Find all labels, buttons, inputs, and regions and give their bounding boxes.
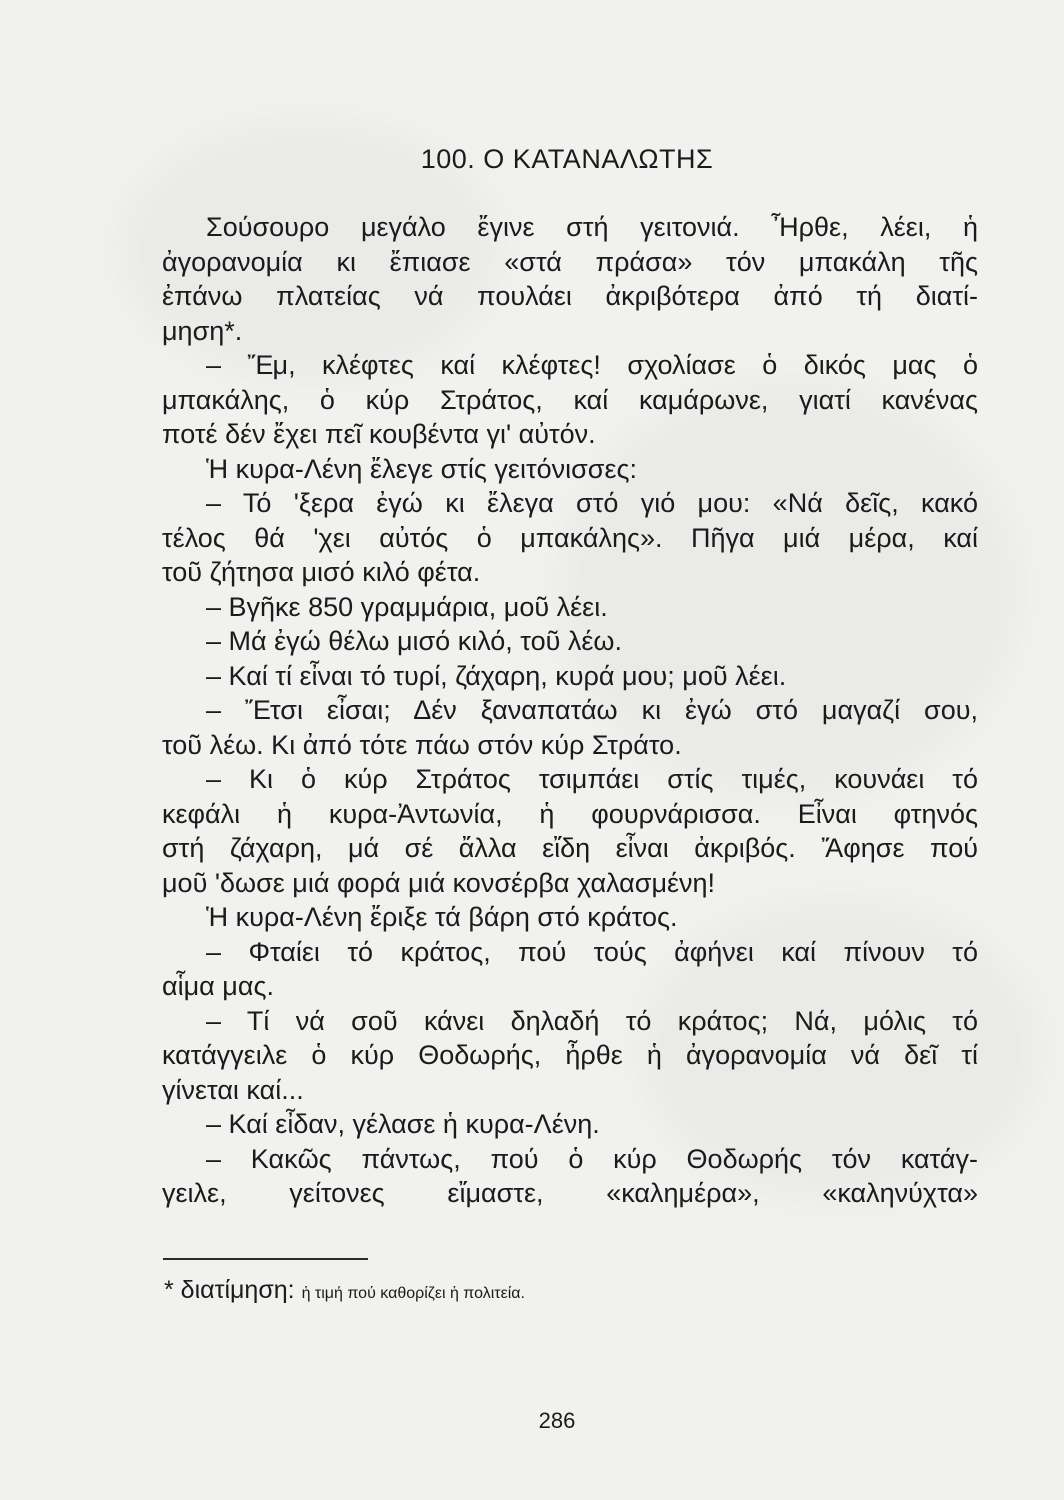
text-line: – Καί εἶδαν, γέλασε ἡ κυρα-Λένη.: [206, 1109, 600, 1139]
text-line: – Φταίει τό κράτος, πού τούς ἀφήνει καί πίνουν τό: [206, 936, 978, 967]
text-line: τέλος θά 'χει αὐτός ὁ μπακάλης». Πῆγα μιά μέρα, καί: [162, 522, 978, 553]
text-line: Σούσουρο μεγάλο ἔγινε στή γειτονιά. Ἦρθε, λέει, ἡ: [206, 212, 978, 242]
text-line: Ἡ κυρα-Λένη ἔριξε τά βάρη στό κράτος.: [206, 902, 678, 932]
chapter-title: 100. Ο ΚΑΤΑΝΑΛΩΤΗΣ: [420, 144, 714, 174]
text-line: – Βγῆκε 850 γραμμάρια, μοῦ λέει.: [206, 591, 608, 622]
page-number: 286: [538, 1408, 576, 1433]
text-line: μοῦ 'δωσε μιά φορά μιά κονσέρβα χαλασμένη!: [162, 867, 716, 898]
footnote-divider: [163, 1258, 368, 1260]
text-line: γίνεται καί...: [162, 1074, 304, 1105]
text-line: τοῦ λέω. Κι ἀπό τότε πάω στόν κύρ Στράτο.: [162, 729, 682, 760]
text-line: γειλε, γείτονες εἴμαστε, «καλημέρα», «καληνύχτα»: [162, 1178, 978, 1208]
text-line: – Κακῶς πάντως, πού ὁ κύρ Θοδωρής τόν κατάγ-: [206, 1143, 978, 1174]
footnote: [164, 1276, 525, 1305]
text-line: – Καί τί εἶναι τό τυρί, ζάχαρη, κυρά μου; μοῦ λέει.: [206, 660, 787, 691]
text-line: Ἡ κυρα-Λένη ἔλεγε στίς γειτόνισσες:: [206, 453, 637, 484]
text-line: μπακάλης, ὁ κύρ Στράτος, καί καμάρωνε, γιατί κανένας: [162, 384, 978, 415]
text-line: κατάγγειλε ὁ κύρ Θοδωρής, ἦρθε ἡ ἀγορανομία νά δεῖ τί: [162, 1040, 978, 1070]
text-line: – Ἔμ, κλέφτες καί κλέφτες! σχολίασε ὁ δικός μας ὁ: [206, 350, 978, 380]
text-line: ποτέ δέν ἔχει πεῖ κουβέντα γι' αὐτόν.: [162, 419, 596, 449]
text-line: ἀγορανομία κι ἔπιασε «στά πράσα» τόν μπακάλη τῆς: [162, 246, 978, 277]
footnote-definition: ἡ τιμή πού καθορίζει ἡ πολιτεία.: [301, 1285, 525, 1302]
text-line: – Τό 'ξερα ἐγώ κι ἔλεγα στό γιό μου: «Νά δεῖς, κακό: [206, 488, 978, 518]
text-line: – Τί νά σοῦ κάνει δηλαδή τό κράτος; Νά, μόλις τό: [206, 1005, 978, 1036]
text-line: – Ἔτσι εἶσαι; Δέν ξαναπατάω κι ἐγώ στό μαγαζί σου,: [206, 695, 978, 725]
text-line: – Κι ὁ κύρ Στράτος τσιμπάει στίς τιμές, κουνάει τό: [206, 764, 978, 794]
text-line: αἷμα μας.: [162, 971, 274, 1001]
footnote-term: * διατίμηση:: [164, 1276, 295, 1304]
story-text: [162, 210, 978, 1211]
text-line: – Μά ἐγώ θέλω μισό κιλό, τοῦ λέω.: [206, 626, 622, 656]
text-line: ἐπάνω πλατείας νά πουλάει ἀκριβότερα ἀπό τή διατί-: [162, 281, 978, 311]
text-line: τοῦ ζήτησα μισό κιλό φέτα.: [162, 557, 481, 587]
text-line: μηση*.: [162, 315, 243, 346]
text-line: κεφάλι ἡ κυρα-Ἀντωνία, ἡ φουρνάρισσα. Εἶναι φτηνός: [162, 798, 978, 829]
text-line: στή ζάχαρη, μά σέ ἄλλα εἴδη εἶναι ἀκριβός. Ἄφησε πού: [162, 833, 978, 863]
